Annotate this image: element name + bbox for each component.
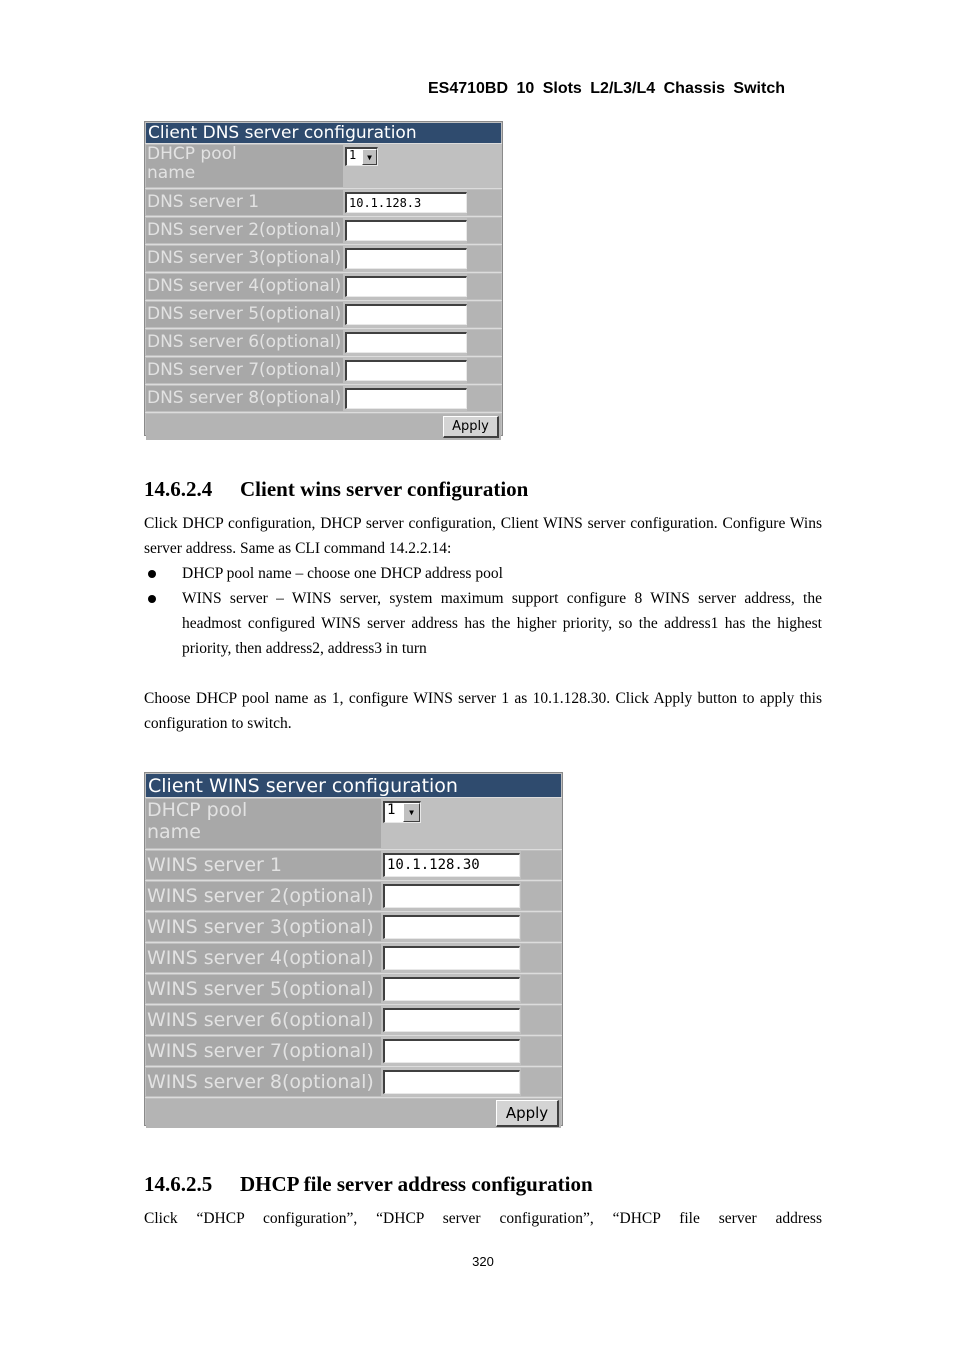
document-header-title: ES4710BD 10 Slots L2/L3/L4 Chassis Switch <box>427 80 785 97</box>
dns-apply-button[interactable]: Apply <box>443 416 499 438</box>
wins-server-input[interactable] <box>383 977 520 1001</box>
wins-server-row <box>145 880 562 911</box>
dns-server-row <box>145 188 502 216</box>
dns-server-row <box>145 244 502 272</box>
dns-server-label: DNS server 6(optional) <box>146 330 343 355</box>
wins-pool-select[interactable]: 1 ▼ <box>383 801 421 823</box>
wins-server-input[interactable] <box>383 884 520 908</box>
dns-server-row <box>145 216 502 244</box>
dns-server-input[interactable] <box>345 220 467 241</box>
wins-server-input[interactable] <box>383 1039 520 1063</box>
dns-pool-label: DHCP pool name <box>146 145 343 187</box>
wins-server-row <box>145 1066 562 1097</box>
wins-pool-label: DHCP pool name <box>146 799 381 848</box>
dns-server-label: DNS server 7(optional) <box>146 358 343 383</box>
dns-server-input[interactable] <box>345 332 467 353</box>
dns-apply-row <box>145 412 502 441</box>
wins-server-label: WINS server 5(optional) <box>146 975 381 1003</box>
bullet-dot-icon <box>148 595 156 603</box>
dns-server-input[interactable] <box>345 248 467 269</box>
bullet-item: WINS server – WINS server, system maximum support configure 8 WINS server address, the headmost configured WINS server address has the higher priority, so the address1 has the highest priority, then address2, address3 in turn <box>144 586 822 661</box>
wins-server-row <box>145 973 562 1004</box>
wins-intro-paragraph: Click DHCP configuration, DHCP server configuration, Client WINS server configuration. Configure Wins server address. Same as CLI command 14.2.2.14: <box>144 515 822 557</box>
client-dns-server-config-panel <box>144 121 503 436</box>
section-heading-wins: 14.6.2.4 Client wins server configuration <box>144 477 529 501</box>
section-heading-file-server: 14.6.2.5 DHCP file server address configuration <box>144 1172 593 1196</box>
dns-server-label: DNS server 5(optional) <box>146 302 343 327</box>
dns-pool-select[interactable]: 1 ▼ <box>345 147 378 166</box>
chevron-down-icon[interactable]: ▼ <box>362 149 377 165</box>
dns-server-row <box>145 384 502 412</box>
wins-server-row <box>145 1035 562 1066</box>
dns-server-input[interactable] <box>345 304 467 325</box>
dns-server-row <box>145 272 502 300</box>
dns-server-label: DNS server 8(optional) <box>146 386 343 411</box>
file-server-intro-paragraph: Click “DHCP configuration”, “DHCP server configuration”, “DHCP file server address <box>144 1210 822 1227</box>
chevron-down-icon[interactable]: ▼ <box>403 803 420 822</box>
page-number: 320 <box>472 1254 494 1269</box>
wins-server-label: WINS server 4(optional) <box>146 944 381 972</box>
wins-server-row <box>145 849 562 880</box>
dns-pool-row <box>145 143 502 188</box>
bullet-dot-icon <box>148 570 156 578</box>
wins-server-row <box>145 942 562 973</box>
wins-server-input[interactable] <box>383 946 520 970</box>
wins-server-input[interactable] <box>383 1070 520 1094</box>
wins-server-label: WINS server 1 <box>146 851 381 879</box>
dns-server-input[interactable] <box>345 276 467 297</box>
dns-server-input[interactable] <box>345 388 467 409</box>
wins-server-label: WINS server 8(optional) <box>146 1068 381 1096</box>
dns-server-input[interactable] <box>345 360 467 381</box>
wins-server-row <box>145 911 562 942</box>
wins-server-label: WINS server 7(optional) <box>146 1037 381 1065</box>
wins-server-row <box>145 1004 562 1035</box>
wins-server-input[interactable]: 10.1.128.30 <box>383 853 520 877</box>
wins-server-label: WINS server 3(optional) <box>146 913 381 941</box>
wins-server-label: WINS server 2(optional) <box>146 882 381 910</box>
wins-apply-button[interactable]: Apply <box>496 1100 559 1127</box>
wins-server-input[interactable] <box>383 1008 520 1032</box>
dns-panel-title: Client DNS server configuration <box>146 123 501 143</box>
dns-server-row <box>145 300 502 328</box>
dns-server-label: DNS server 4(optional) <box>146 274 343 299</box>
dns-server-input[interactable]: 10.1.128.3 <box>345 192 467 213</box>
wins-panel-title: Client WINS server configuration <box>146 774 561 797</box>
wins-apply-row <box>145 1097 562 1129</box>
wins-server-label: WINS server 6(optional) <box>146 1006 381 1034</box>
dns-server-row <box>145 328 502 356</box>
dns-server-label: DNS server 3(optional) <box>146 246 343 271</box>
client-wins-server-config-panel <box>144 772 563 1126</box>
wins-server-input[interactable] <box>383 915 520 939</box>
wins-example-paragraph: Choose DHCP pool name as 1, configure WINS server 1 as 10.1.128.30. Click Apply button to apply this configuration to switch. <box>144 690 822 732</box>
dns-server-label: DNS server 2(optional) <box>146 218 343 243</box>
wins-pool-row <box>145 797 562 849</box>
dns-server-row <box>145 356 502 384</box>
bullet-item: DHCP pool name – choose one DHCP address pool <box>144 561 822 586</box>
dns-server-label: DNS server 1 <box>146 190 343 215</box>
